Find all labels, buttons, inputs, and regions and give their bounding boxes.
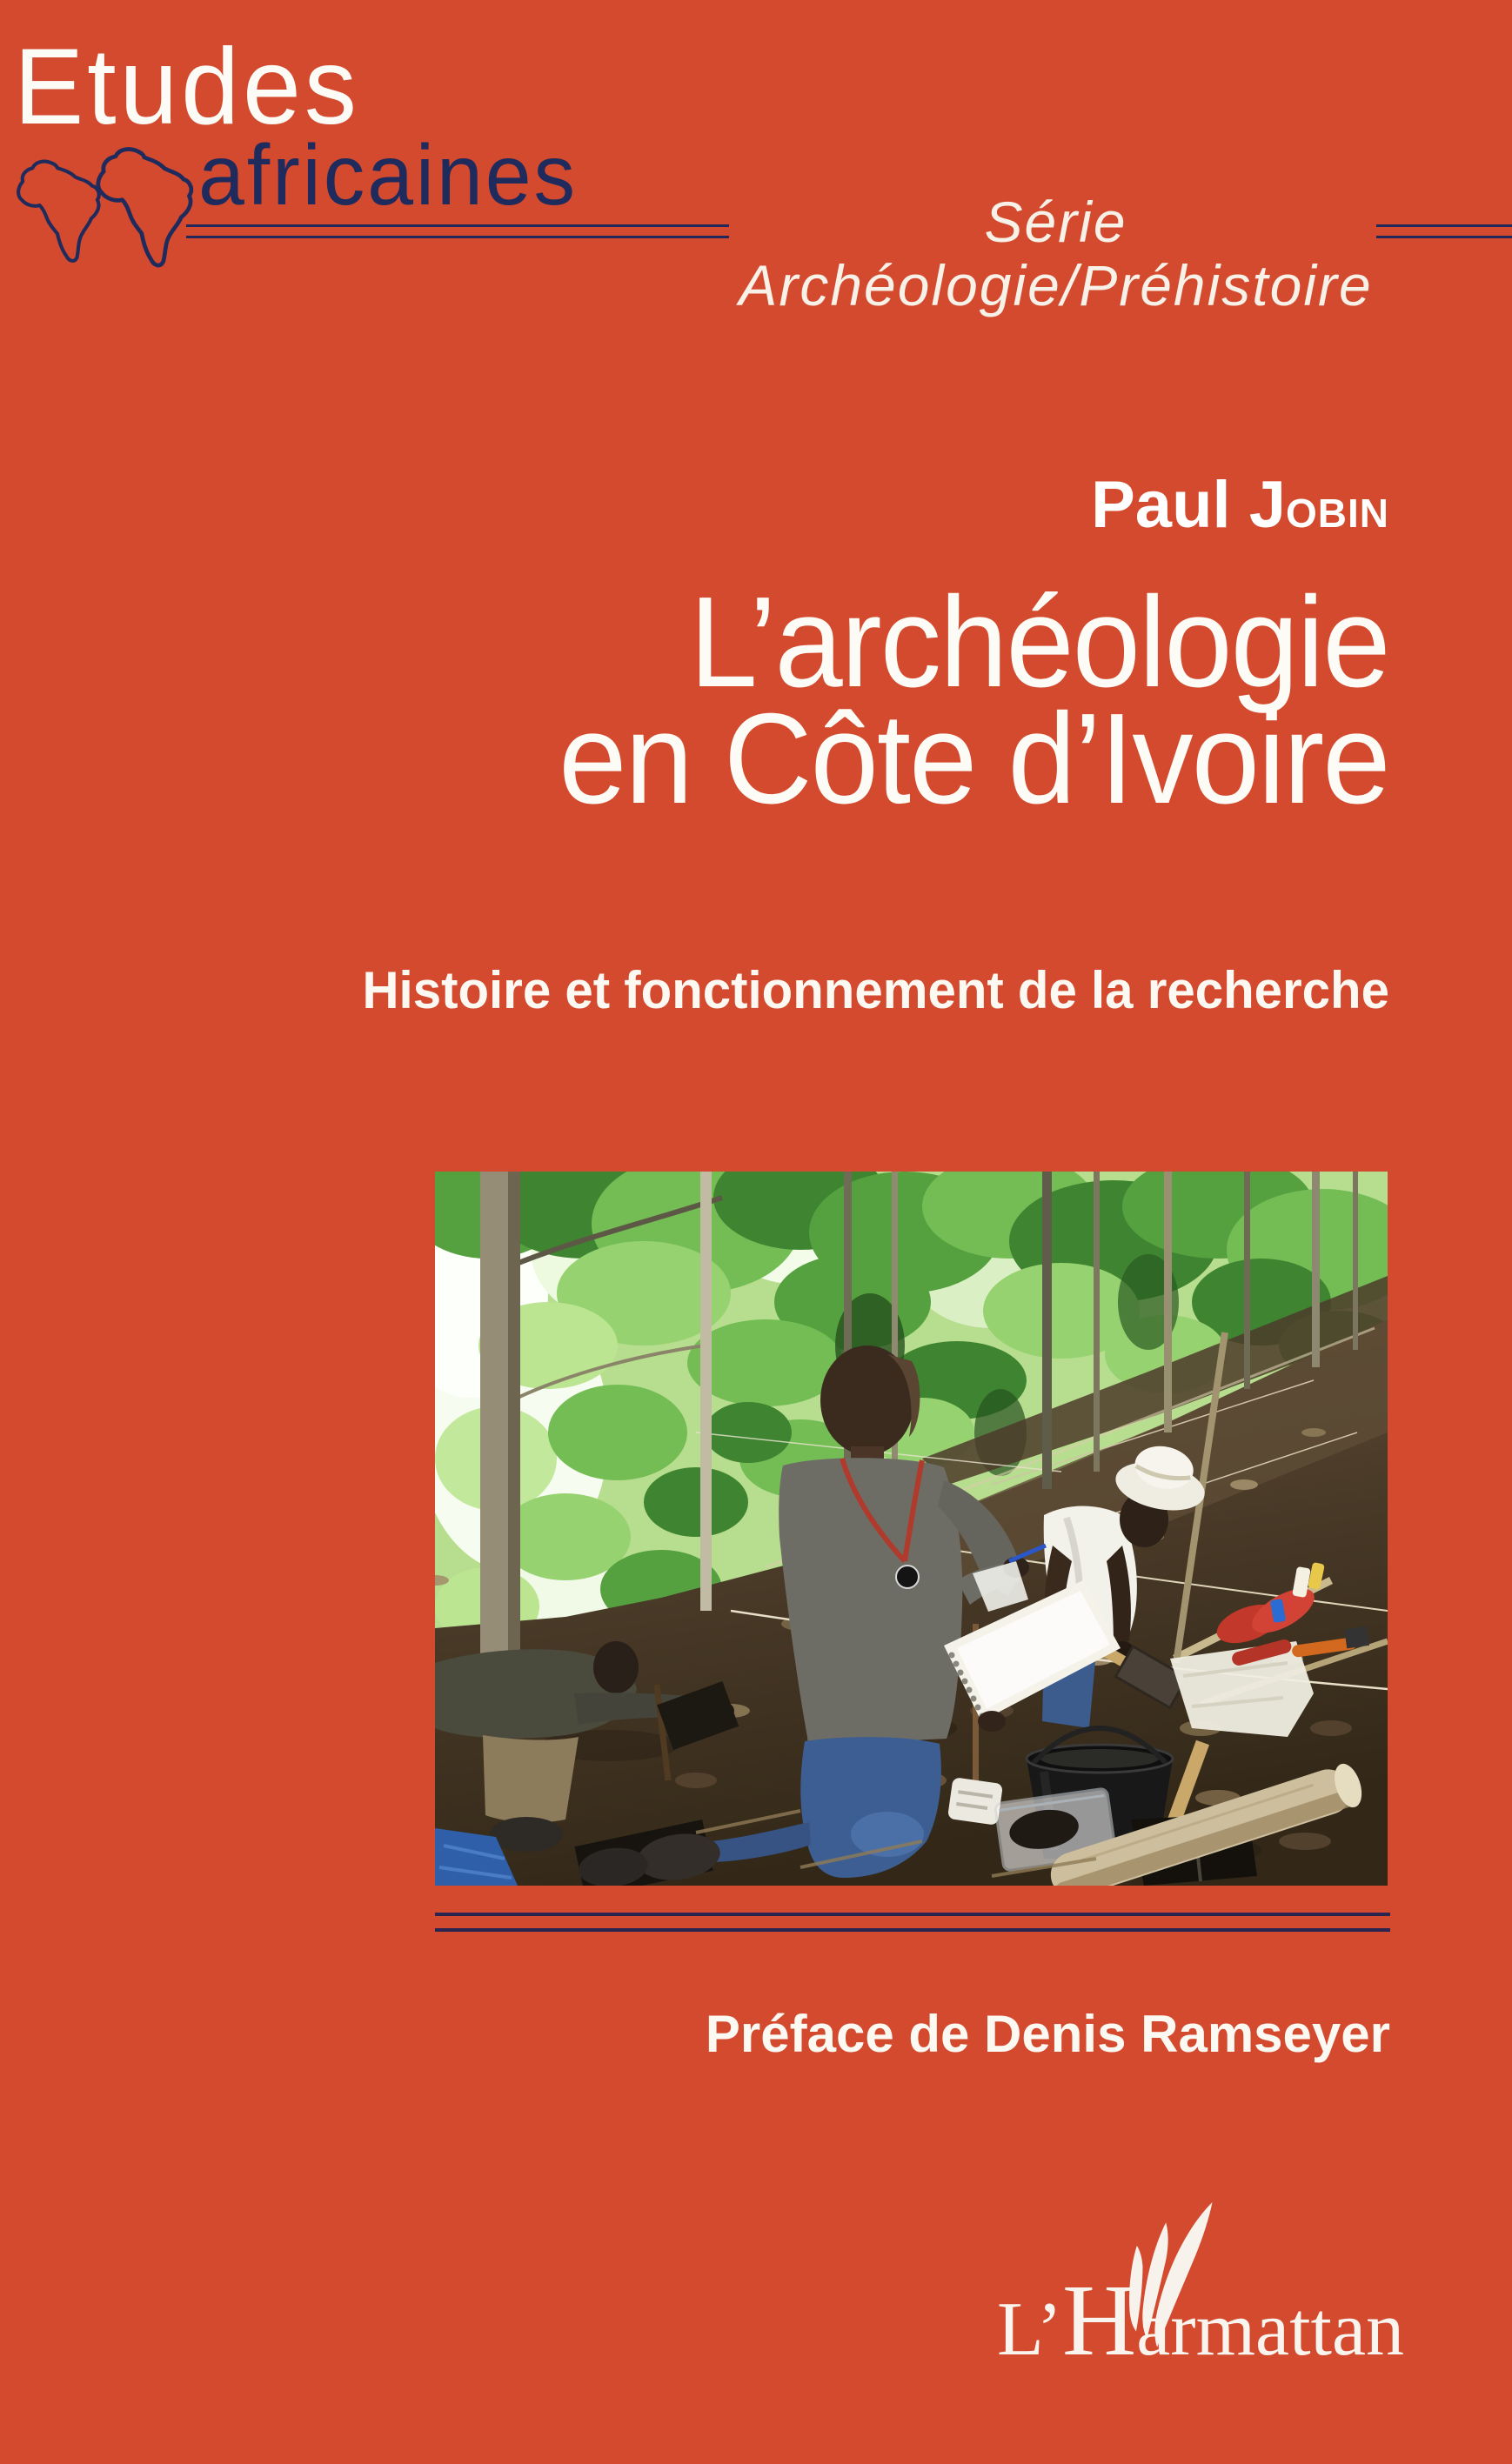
publisher-logo-l: L’ — [997, 2287, 1062, 2372]
book-title-line1: L’archéologie — [690, 571, 1389, 714]
book-title — [559, 571, 1389, 831]
series-label: Série Archéologie/Préhistoire — [739, 190, 1373, 317]
author-name-main: Paul J — [1091, 468, 1286, 542]
africa-map-icon — [12, 146, 200, 296]
bottom-double-rule — [435, 1913, 1390, 1932]
publisher-logo-rest: armattan — [1136, 2287, 1405, 2372]
preface-credit: Préface de Denis Ramseyer — [705, 2005, 1390, 2063]
series-logo-africaines: africaines — [198, 127, 578, 223]
cover-photo — [435, 1172, 1388, 1886]
author-name — [1091, 468, 1389, 542]
top-double-rule-right — [1376, 224, 1512, 238]
author-name-smallcaps: OBIN — [1286, 491, 1389, 536]
book-subtitle: Histoire et fonctionnement de la recherche — [362, 961, 1389, 1019]
top-double-rule-left — [186, 224, 729, 238]
publisher-logo — [997, 2263, 1405, 2400]
series-logo-etudes: Etudes — [14, 27, 360, 147]
publisher-logo-h: H — [1061, 2263, 1137, 2377]
book-title-line2: en Côte d’Ivoire — [559, 687, 1389, 831]
